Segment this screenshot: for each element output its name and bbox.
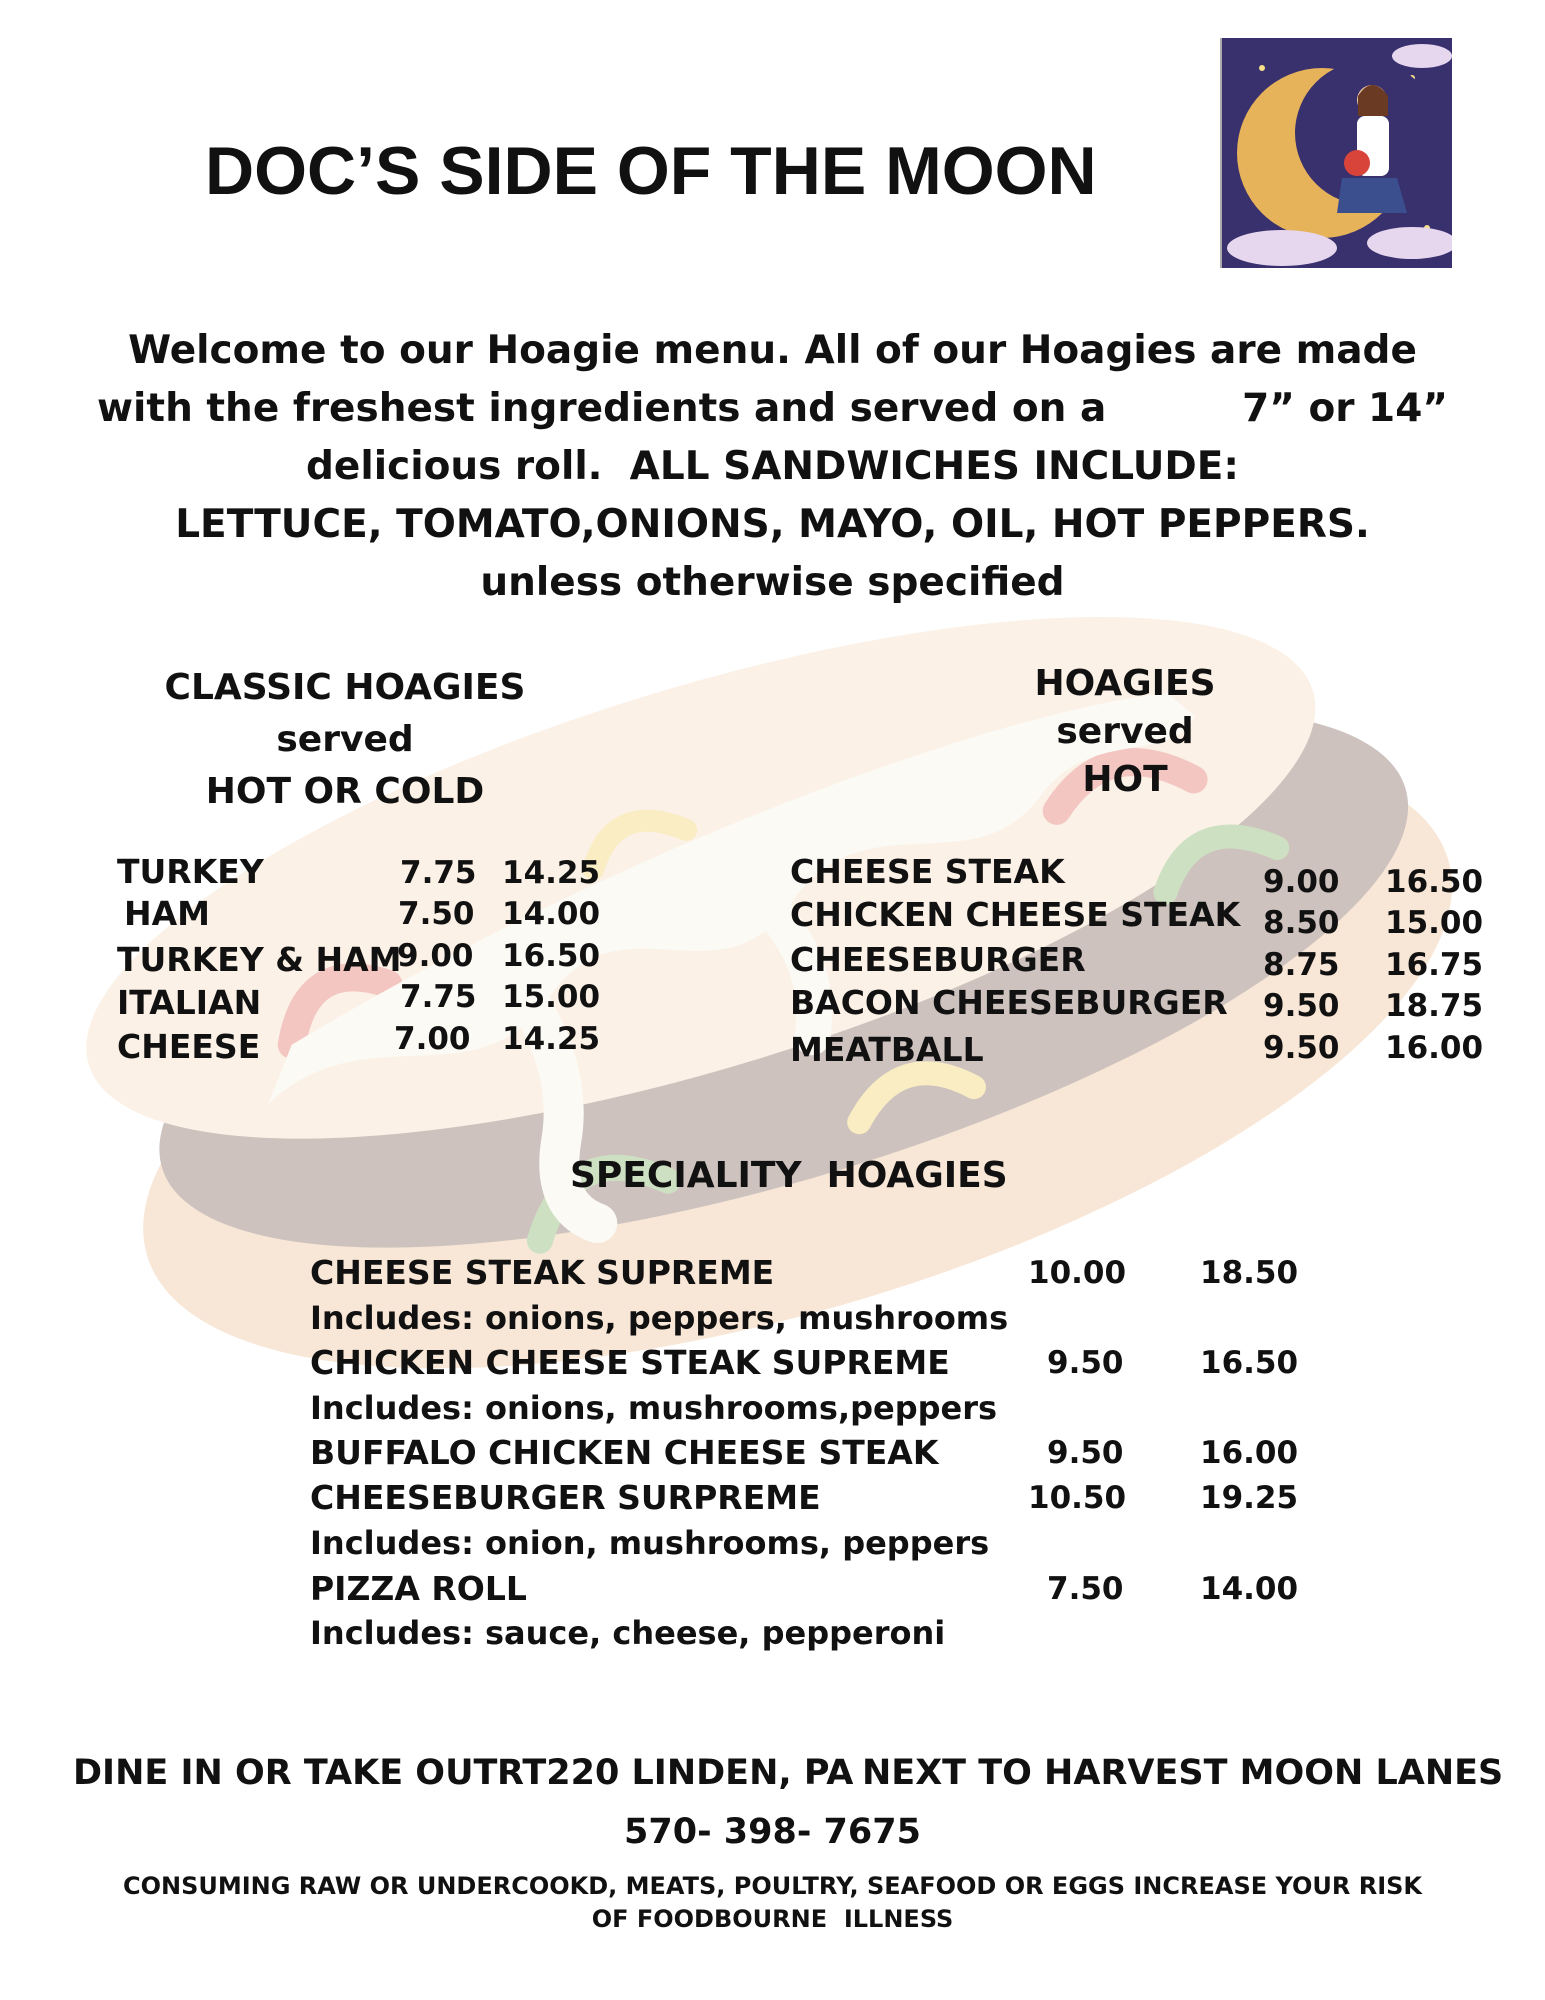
price-large: 14.00	[1200, 1571, 1299, 1607]
intro-line: unless otherwise specified	[480, 560, 1065, 605]
warning-line: CONSUMING RAW OR UNDERCOOKD, MEATS, POULTRY, SEAFOOD OR EGGS INCREASE YOUR RISK	[122, 1872, 1423, 1900]
price-large: 14.25	[502, 1021, 601, 1057]
price-large: 14.25	[502, 855, 601, 891]
menu-item-name: HAM	[124, 894, 210, 933]
intro-line: LETTUCE, TOMATO,ONIONS, MAYO, OIL, HOT PEPPERS.	[175, 502, 1370, 547]
price-small: 7.50	[1047, 1571, 1124, 1607]
speciality-hoagies-heading: SPECIALITY HOAGIES	[570, 1155, 1008, 1196]
price-small: 10.50	[1028, 1480, 1127, 1516]
heading-line: served	[1056, 711, 1194, 752]
next-to-text: NEXT TO HARVEST MOON LANES	[862, 1753, 1504, 1793]
price-small: 8.75	[1263, 947, 1340, 983]
price-small: 7.50	[398, 896, 475, 932]
price-small: 9.50	[1263, 1030, 1340, 1066]
heading-line: HOT OR COLD	[205, 771, 485, 812]
menu-item-name: CHEESE	[117, 1027, 261, 1066]
price-small: 9.50	[1263, 988, 1340, 1024]
price-small: 9.00	[1263, 864, 1340, 900]
menu-item-name: PIZZA ROLL	[310, 1569, 527, 1608]
price-large: 18.50	[1200, 1255, 1299, 1291]
heading-line: served	[276, 719, 414, 760]
menu-item-includes: Includes: onions, peppers, mushrooms	[310, 1299, 1009, 1337]
phone-number: 570- 398- 7675	[624, 1812, 921, 1852]
price-large: 16.50	[1385, 864, 1484, 900]
intro-line: Welcome to our Hoagie menu. All of our Hoagies are made	[128, 328, 1417, 373]
price-small: 9.00	[397, 938, 474, 974]
price-large: 16.75	[1385, 947, 1484, 983]
menu-item-includes: Includes: sauce, cheese, pepperoni	[310, 1614, 946, 1652]
price-small: 7.75	[400, 855, 477, 891]
price-large: 15.00	[1385, 905, 1484, 941]
intro-line: delicious roll. ALL SANDWICHES INCLUDE:	[305, 444, 1240, 489]
heading-line: HOT	[1082, 759, 1168, 800]
menu-item-name: CHICKEN CHEESE STEAK	[790, 895, 1241, 934]
menu-item-name: CHEESE STEAK SUPREME	[310, 1253, 775, 1292]
menu-item-includes: Includes: onion, mushrooms, peppers	[310, 1524, 990, 1562]
price-small: 9.50	[1047, 1345, 1124, 1381]
price-large: 15.00	[502, 979, 601, 1015]
menu-item-name: CHICKEN CHEESE STEAK SUPREME	[310, 1343, 950, 1382]
price-small: 8.50	[1263, 905, 1340, 941]
menu-item-name: MEATBALL	[790, 1030, 984, 1069]
page-title: DOC’S SIDE OF THE MOON	[205, 133, 1097, 209]
price-large: 16.00	[1200, 1435, 1299, 1471]
price-large: 16.50	[1200, 1345, 1299, 1381]
price-large: 14.00	[502, 896, 601, 932]
price-small: 7.75	[400, 979, 477, 1015]
menu-item-name: BUFFALO CHICKEN CHEESE STEAK	[310, 1433, 939, 1472]
dine-in-text: DINE IN OR TAKE OUT	[73, 1753, 498, 1793]
health-warning	[60, 1870, 1485, 1936]
price-large: 18.75	[1385, 988, 1484, 1024]
menu-item-name: TURKEY & HAM	[117, 940, 402, 979]
heading-line: HOAGIES	[1034, 663, 1216, 704]
location-text: RT220 LINDEN, PA	[497, 1753, 854, 1793]
price-large: 19.25	[1200, 1480, 1299, 1516]
menu-item-name: CHEESEBURGER SURPREME	[310, 1478, 821, 1517]
menu-item-name: CHEESE STEAK	[790, 852, 1065, 891]
menu-item-includes: Includes: onions, mushrooms,peppers	[310, 1389, 998, 1427]
warning-line: OF FOODBOURNE ILLNESS	[591, 1905, 954, 1933]
intro-line: with the freshest ingredients and served on a 7” or 14”	[97, 386, 1448, 431]
menu-item-name: TURKEY	[117, 852, 264, 891]
price-large: 16.50	[502, 938, 601, 974]
menu-item-name: BACON CHEESEBURGER	[790, 983, 1228, 1022]
price-small: 9.50	[1047, 1435, 1124, 1471]
price-large: 16.00	[1385, 1030, 1484, 1066]
price-small: 7.00	[394, 1021, 471, 1057]
heading-line: CLASSIC HOAGIES	[164, 667, 526, 708]
menu-item-name: ITALIAN	[117, 983, 262, 1022]
menu-item-name: CHEESEBURGER	[790, 940, 1086, 979]
price-small: 10.00	[1028, 1255, 1127, 1291]
